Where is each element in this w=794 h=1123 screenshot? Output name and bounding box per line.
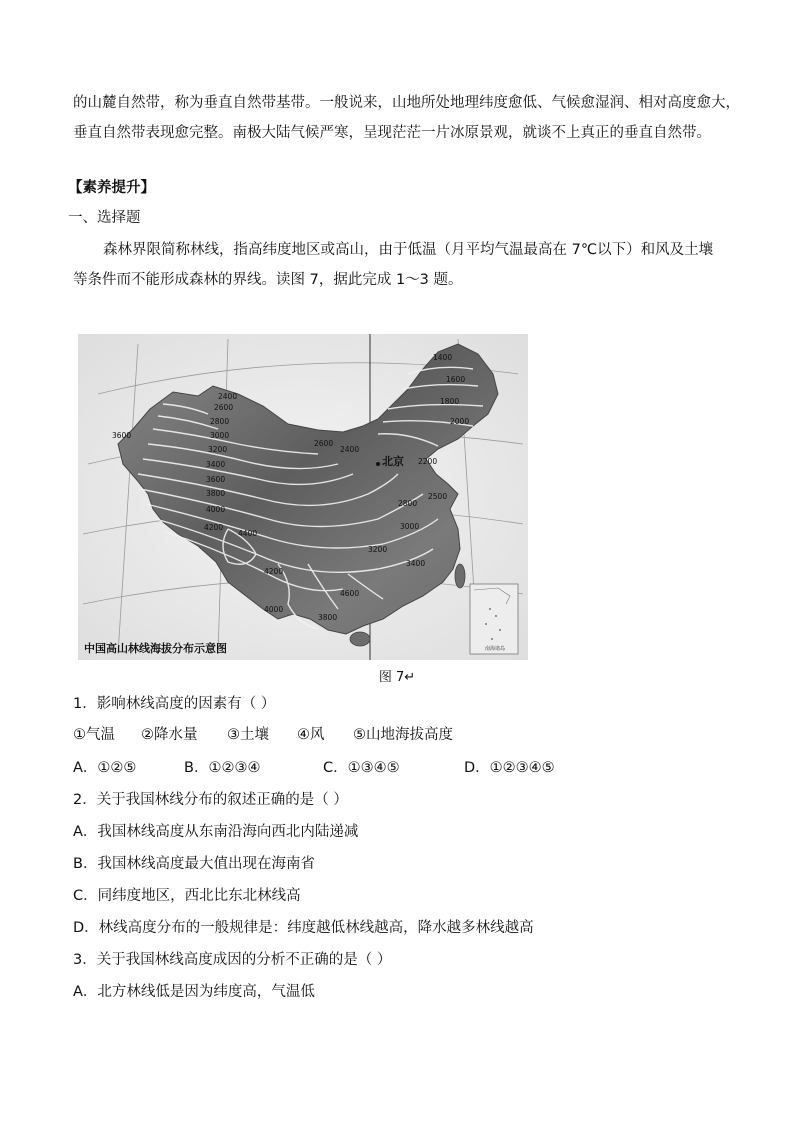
contour-label: 1600 <box>446 375 466 384</box>
question-1: 1．影响林线高度的因素有（ ） <box>73 696 276 712</box>
intro-line-2: 等条件而不能形成森林的界线。读图 7，据此完成 1～3 题。 <box>73 272 463 288</box>
south-china-sea-inset <box>470 584 518 654</box>
factor-1: ①气温 <box>73 727 115 743</box>
q2-option-c: C．同纬度地区，西北比东北林线高 <box>73 888 301 904</box>
q3-option-a: A．北方林线低是因为纬度高，气温低 <box>73 984 315 1000</box>
part-heading: 一、选择题 <box>68 210 141 226</box>
contour-label: 2500 <box>428 492 448 501</box>
factor-5: ⑤山地海拔高度 <box>353 727 453 743</box>
section-heading: 【素养提升】 <box>68 180 155 196</box>
q1-option-d: D．①②③④⑤ <box>464 760 555 776</box>
question-3: 3．关于我国林线高度成因的分析不正确的是（ ） <box>73 952 392 968</box>
factor-2: ②降水量 <box>141 727 198 743</box>
q2-option-d: D．林线高度分布的一般规律是：纬度越低林线越高，降水越多林线越高 <box>73 920 534 936</box>
q1-option-a: A．①②⑤ <box>73 760 137 776</box>
contour-label: 2200 <box>418 457 438 466</box>
contour-label: 4200 <box>204 523 224 532</box>
contour-label: 4400 <box>238 529 258 538</box>
q1-option-c: C．①③④⑤ <box>323 760 400 776</box>
contour-label: 3200 <box>208 445 228 454</box>
factor-3: ③土壤 <box>227 727 269 743</box>
paragraph-line-1: 的山麓自然带，称为垂直自然带基带。一般说来，山地所处地理纬度愈低、气候愈湿润、相对高度愈大， <box>73 95 740 111</box>
contour-label: 2800 <box>210 417 230 426</box>
contour-label: 3400 <box>206 460 226 469</box>
contour-label: 2600 <box>314 439 334 448</box>
treeline-map <box>78 334 528 660</box>
map-title: 中国高山林线海拔分布示意图 <box>84 642 227 655</box>
contour-label: 2400 <box>218 392 238 401</box>
q2-option-b: B．我国林线高度最大值出现在海南省 <box>73 856 315 872</box>
contour-label: 3600 <box>112 431 132 440</box>
contour-label: 2000 <box>450 417 470 426</box>
q1-option-b: B．①②③④ <box>184 760 261 776</box>
inset-label: 南海诸岛 <box>485 646 506 652</box>
contour-label: 3400 <box>406 559 426 568</box>
contour-label: 3800 <box>206 489 226 498</box>
factor-4: ④风 <box>297 727 325 743</box>
contour-label: 3000 <box>210 431 230 440</box>
contour-label: 4200 <box>264 567 284 576</box>
contour-label: 2600 <box>214 403 234 412</box>
contour-label: 3800 <box>318 613 338 622</box>
contour-label: 4600 <box>340 589 360 598</box>
contour-label: 2800 <box>398 499 418 508</box>
contour-label: 3200 <box>368 545 388 554</box>
q2-option-a: A．我国林线高度从东南沿海向西北内陆递减 <box>73 824 359 840</box>
contour-label: 1400 <box>433 353 453 362</box>
question-2: 2．关于我国林线分布的叙述正确的是（ ） <box>73 792 348 808</box>
contour-label: 3000 <box>400 522 420 531</box>
city-label: 北京 <box>382 455 404 468</box>
paragraph-line-2: 垂直自然带表现愈完整。南极大陆气候严寒，呈现茫茫一片冰原景观，就谈不上真正的垂直自然带。 <box>73 125 711 141</box>
contour-label: 4000 <box>264 605 284 614</box>
intro-line-1: 森林界限简称林线，指高纬度地区或高山，由于低温（月平均气温最高在 7℃以下）和风及土壤 <box>103 242 714 258</box>
figure-caption: 图 7↵ <box>378 670 416 685</box>
contour-label: 3600 <box>206 475 226 484</box>
contour-label: 1800 <box>440 397 460 406</box>
contour-label: 2400 <box>340 445 360 454</box>
contour-label: 4000 <box>206 505 226 514</box>
